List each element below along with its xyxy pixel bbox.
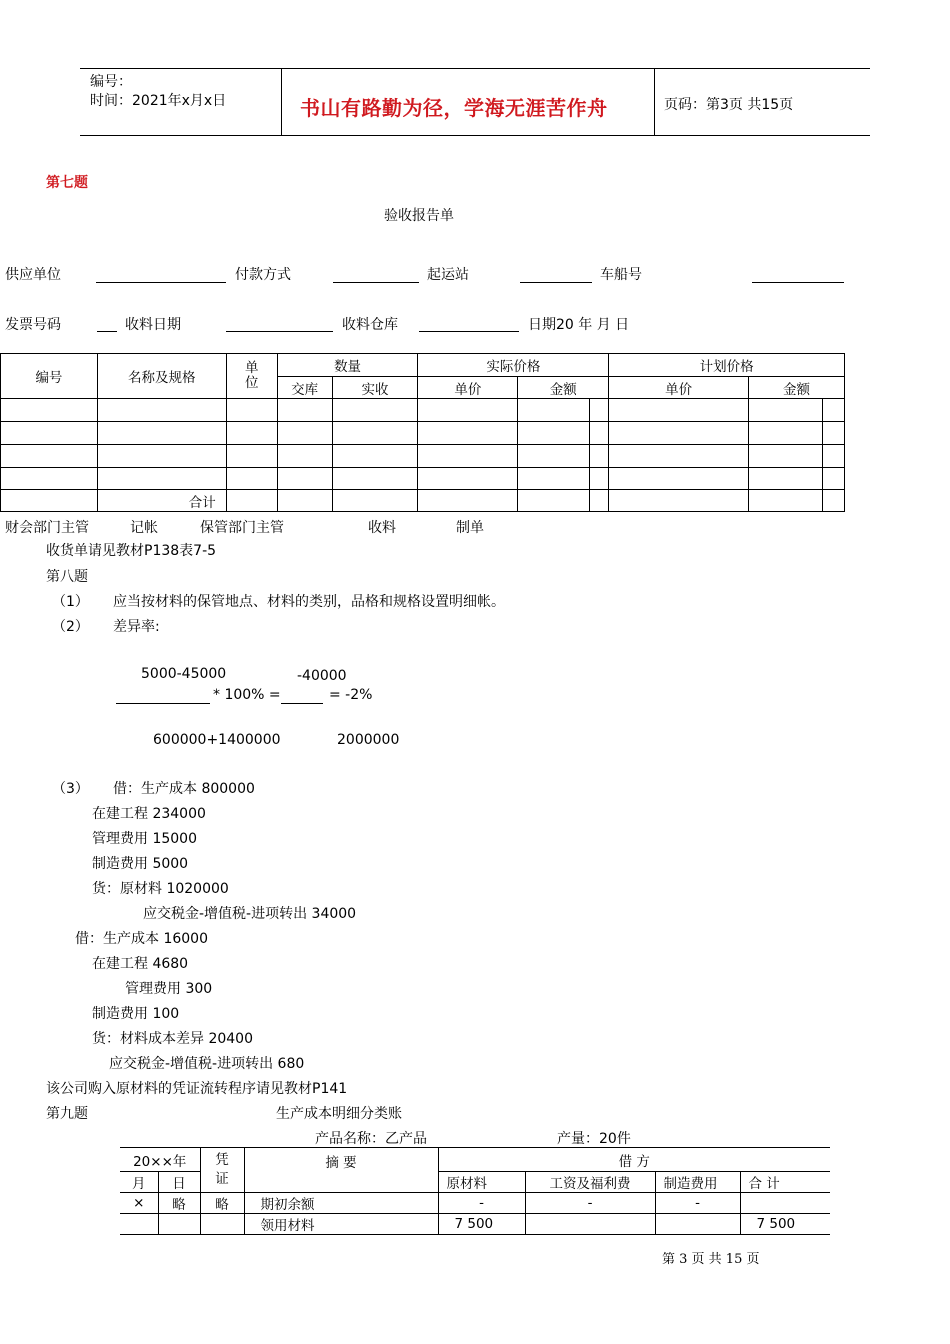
q8-p2-num: （2） xyxy=(52,619,89,635)
field-origin: 起运站 xyxy=(427,267,469,283)
lh-summary: 摘 要 xyxy=(244,1148,438,1193)
sign-custody: 保管部门主管 xyxy=(200,520,284,536)
total-label: 合计 xyxy=(97,490,226,512)
cell-overhead: - xyxy=(655,1193,740,1214)
field-date: 日期20 年 月 日 xyxy=(528,317,630,333)
cell-total xyxy=(740,1193,830,1214)
q7-note: 收货单请见教材P138表7-5 xyxy=(46,543,217,559)
th-plan-amount: 金额 xyxy=(749,377,845,399)
lh-debit: 借 方 xyxy=(438,1148,830,1172)
frac-mid: * 100% = xyxy=(213,687,281,703)
field-payment: 付款方式 xyxy=(235,267,291,283)
blank-warehouse xyxy=(419,331,519,332)
q7-title: 第七题 xyxy=(46,175,88,191)
q8-p3-num: （3） xyxy=(52,781,89,797)
field-vehicle: 车船号 xyxy=(600,267,642,283)
acceptance-table xyxy=(0,353,845,512)
th-actual: 实际价格 xyxy=(418,354,609,377)
product-output: 产量：20件 xyxy=(557,1131,631,1147)
entry-line: 管理费用 15000 xyxy=(92,831,197,847)
blank-invoice xyxy=(97,331,117,332)
header-motto: 书山有路勤为径，学海无涯苦作舟 xyxy=(300,96,608,120)
cell-voucher xyxy=(200,1214,244,1235)
th-actual-price: 单价 xyxy=(418,377,518,399)
cell-month xyxy=(120,1214,158,1235)
cell-voucher: 略 xyxy=(200,1193,244,1214)
cell-wages xyxy=(525,1214,655,1235)
frac-denominator-1: 600000+1400000 xyxy=(153,732,281,748)
th-actual-amount: 金额 xyxy=(518,377,609,399)
q8-title: 第八题 xyxy=(46,569,88,585)
header-top-rule xyxy=(80,68,870,69)
form-title: 验收报告单 xyxy=(384,208,454,224)
lh-overhead: 制造费用 xyxy=(655,1172,740,1193)
entry-line: 借：生产成本 16000 xyxy=(75,931,208,947)
th-qty-in: 交库 xyxy=(277,377,332,399)
q9-title: 第九题 xyxy=(46,1106,88,1122)
cell-materials: - xyxy=(438,1193,525,1214)
total-row xyxy=(1,490,845,512)
sign-accounting: 财会部门主管 xyxy=(5,520,89,536)
entry-line: 制造费用 100 xyxy=(92,1006,180,1022)
q8-p1-num: （1） xyxy=(52,594,89,610)
fraction-bar-2 xyxy=(281,703,323,704)
frac-numerator-1: 5000-45000 xyxy=(141,666,227,682)
header-page: 页码：第3页 共15页 xyxy=(664,97,794,113)
cell-overhead xyxy=(655,1214,740,1235)
table-row xyxy=(120,1214,830,1235)
page-footer: 第 3 页 共 15 页 xyxy=(662,1252,760,1267)
fraction-bar-1 xyxy=(116,703,210,704)
lh-voucher: 凭证 xyxy=(200,1148,244,1193)
header-time: 时间：2021年x月x日 xyxy=(90,93,227,109)
q8-p1-text: 应当按材料的保管地点、材料的类别，品格和规格设置明细帐。 xyxy=(113,594,505,610)
header-number: 编号： xyxy=(90,74,132,90)
frac-denominator-2: 2000000 xyxy=(337,732,400,748)
cell-wages: - xyxy=(525,1193,655,1214)
entry-line: 管理费用 300 xyxy=(125,981,213,997)
table-row xyxy=(1,422,845,445)
q8-closing: 该公司购入原材料的凭证流转程序请见教材P141 xyxy=(46,1081,348,1097)
table-row xyxy=(1,399,845,422)
frac-result: = -2% xyxy=(329,687,373,703)
lh-year: 20××年 xyxy=(120,1148,200,1172)
field-warehouse: 收料仓库 xyxy=(342,317,398,333)
header-divider-left xyxy=(281,68,282,135)
field-receive-date: 收料日期 xyxy=(125,317,181,333)
blank-vehicle xyxy=(752,282,844,283)
cell-total: 7 500 xyxy=(740,1214,830,1235)
entry-line: 应交税金-增值税-进项转出 34000 xyxy=(143,906,357,922)
header-divider-right xyxy=(654,68,655,135)
entry-line: 制造费用 5000 xyxy=(92,856,189,872)
lh-month: 月 xyxy=(120,1172,158,1193)
blank-receive-date xyxy=(226,331,333,332)
entry-line: 货：材料成本差异 20400 xyxy=(92,1031,253,1047)
table-row xyxy=(1,468,845,490)
field-supplier: 供应单位 xyxy=(5,267,61,283)
sign-preparer: 制单 xyxy=(456,520,484,536)
lh-materials: 原材料 xyxy=(438,1172,525,1193)
table-row xyxy=(1,445,845,468)
th-code: 编号 xyxy=(1,354,98,399)
cell-summary: 领用材料 xyxy=(244,1214,438,1235)
entry-line: 在建工程 4680 xyxy=(92,956,189,972)
entry-line: 在建工程 234000 xyxy=(92,806,206,822)
cell-day: 略 xyxy=(158,1193,200,1214)
cell-summary: 期初余额 xyxy=(244,1193,438,1214)
cell-materials: 7 500 xyxy=(438,1214,525,1235)
blank-supplier xyxy=(96,282,226,283)
ledger-table xyxy=(120,1147,830,1235)
cell-day xyxy=(158,1214,200,1235)
blank-payment xyxy=(333,282,419,283)
lh-wages: 工资及福利费 xyxy=(525,1172,655,1193)
ledger-title: 生产成本明细分类账 xyxy=(276,1106,402,1122)
sign-receiver: 收料 xyxy=(368,520,396,536)
table-row xyxy=(120,1193,830,1214)
entry-line: 应交税金-增值税-进项转出 680 xyxy=(109,1056,305,1072)
lh-total: 合 计 xyxy=(740,1172,830,1193)
product-name: 产品名称：乙产品 xyxy=(315,1131,427,1147)
cell-month: × xyxy=(120,1193,158,1214)
q8-p2-text: 差异率: xyxy=(113,619,160,635)
th-plan: 计划价格 xyxy=(609,354,845,377)
field-invoice: 发票号码 xyxy=(5,317,61,333)
sign-bookkeeper: 记帐 xyxy=(130,520,158,536)
th-unit: 单位 xyxy=(226,354,277,399)
header-bottom-rule xyxy=(80,135,870,136)
blank-origin xyxy=(520,282,592,283)
th-name: 名称及规格 xyxy=(97,354,226,399)
th-qty: 数量 xyxy=(277,354,418,377)
lh-day: 日 xyxy=(158,1172,200,1193)
entry-line: 货：原材料 1020000 xyxy=(92,881,229,897)
th-plan-price: 单价 xyxy=(609,377,749,399)
entry-line: 借：生产成本 800000 xyxy=(113,781,255,797)
th-qty-recv: 实收 xyxy=(332,377,418,399)
frac-numerator-2: -40000 xyxy=(297,668,347,684)
